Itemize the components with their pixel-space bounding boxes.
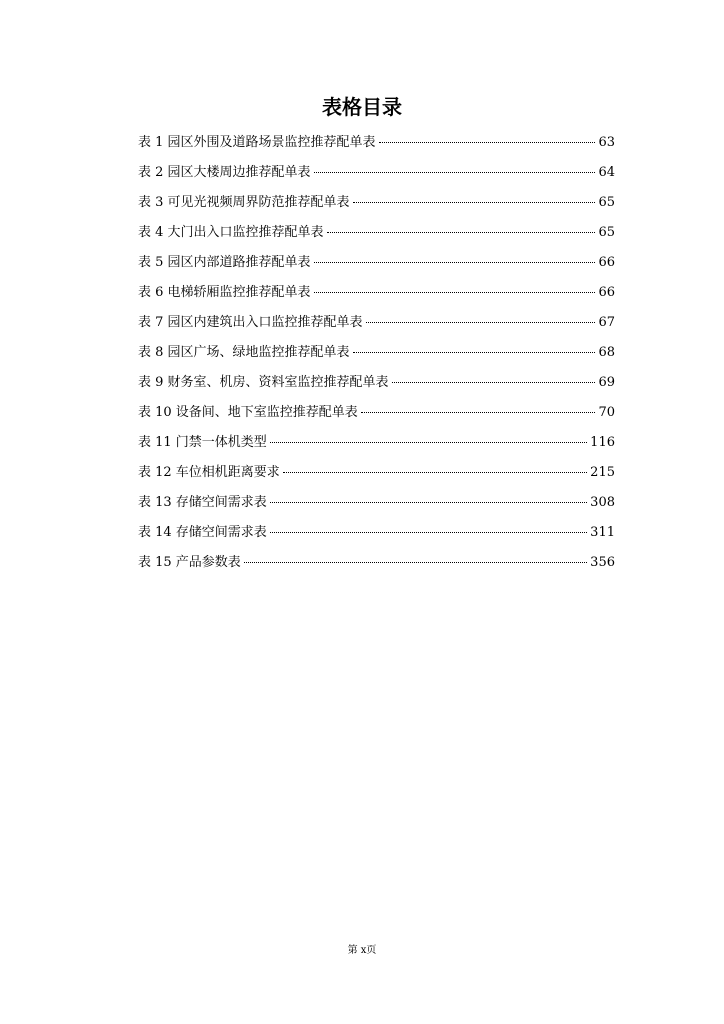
toc-entry-page: 65	[598, 225, 615, 240]
toc-dot-leader	[327, 232, 596, 233]
toc-dot-leader	[361, 412, 596, 413]
toc-entry[interactable]	[138, 433, 615, 463]
toc-entry-page: 215	[590, 465, 615, 480]
toc-entry-page: 65	[598, 195, 615, 210]
toc-dot-leader	[353, 352, 596, 353]
toc-dot-leader	[353, 202, 596, 203]
toc-entry-page: 70	[598, 405, 615, 420]
toc-entry[interactable]	[138, 403, 615, 433]
toc-entry-page: 311	[590, 525, 615, 540]
toc-entry[interactable]	[138, 493, 615, 523]
page-footer: 第 x页	[347, 945, 377, 956]
toc-entry-label: 表 3 可见光视频周界防范推荐配单表	[138, 195, 350, 210]
toc-entry-label: 表 11 门禁一体机类型	[138, 435, 267, 450]
toc-entry[interactable]	[138, 283, 615, 313]
toc-entry-page: 68	[598, 345, 615, 360]
toc-entry-label: 表 14 存储空间需求表	[138, 525, 267, 540]
toc-entry[interactable]	[138, 553, 615, 583]
page-title: 表格目录	[322, 95, 402, 119]
toc-dot-leader	[244, 562, 587, 563]
toc-entry-label: 表 5 园区内部道路推荐配单表	[138, 255, 311, 270]
toc-dot-leader	[314, 292, 596, 293]
toc-entry-label: 表 9 财务室、机房、资料室监控推荐配单表	[138, 375, 389, 390]
toc-entry[interactable]	[138, 523, 615, 553]
toc-entry[interactable]	[138, 313, 615, 343]
toc-entry-label: 表 2 园区大楼周边推荐配单表	[138, 165, 311, 180]
toc-entry-page: 63	[598, 135, 615, 150]
toc-entry-page: 356	[590, 555, 615, 570]
toc-entry[interactable]	[138, 193, 615, 223]
toc-entry-page: 67	[598, 315, 615, 330]
toc-dot-leader	[379, 142, 596, 143]
toc-entry-page: 116	[590, 435, 615, 450]
toc-dot-leader	[314, 172, 596, 173]
table-of-tables	[138, 133, 615, 583]
toc-dot-leader	[270, 532, 587, 533]
toc-entry-label: 表 15 产品参数表	[138, 555, 241, 570]
toc-entry-label: 表 8 园区广场、绿地监控推荐配单表	[138, 345, 350, 360]
toc-entry-label: 表 1 园区外围及道路场景监控推荐配单表	[138, 135, 376, 150]
toc-dot-leader	[283, 472, 587, 473]
toc-dot-leader	[366, 322, 596, 323]
toc-entry-label: 表 4 大门出入口监控推荐配单表	[138, 225, 324, 240]
toc-entry[interactable]	[138, 163, 615, 193]
toc-entry-label: 表 6 电梯轿厢监控推荐配单表	[138, 285, 311, 300]
toc-entry-label: 表 12 车位相机距离要求	[138, 465, 280, 480]
toc-entry[interactable]	[138, 133, 615, 163]
toc-dot-leader	[392, 382, 596, 383]
toc-dot-leader	[270, 502, 587, 503]
toc-entry-label: 表 10 设备间、地下室监控推荐配单表	[138, 405, 358, 420]
toc-entry-page: 69	[598, 375, 615, 390]
toc-entry-page: 66	[598, 255, 615, 270]
toc-entry-label: 表 7 园区内建筑出入口监控推荐配单表	[138, 315, 363, 330]
toc-dot-leader	[314, 262, 596, 263]
toc-entry[interactable]	[138, 343, 615, 373]
toc-entry-page: 64	[598, 165, 615, 180]
toc-entry-page: 66	[598, 285, 615, 300]
toc-entry[interactable]	[138, 373, 615, 403]
toc-entry-page: 308	[590, 495, 615, 510]
toc-entry[interactable]	[138, 253, 615, 283]
toc-dot-leader	[270, 442, 587, 443]
toc-entry-label: 表 13 存储空间需求表	[138, 495, 267, 510]
toc-entry[interactable]	[138, 223, 615, 253]
toc-entry[interactable]	[138, 463, 615, 493]
